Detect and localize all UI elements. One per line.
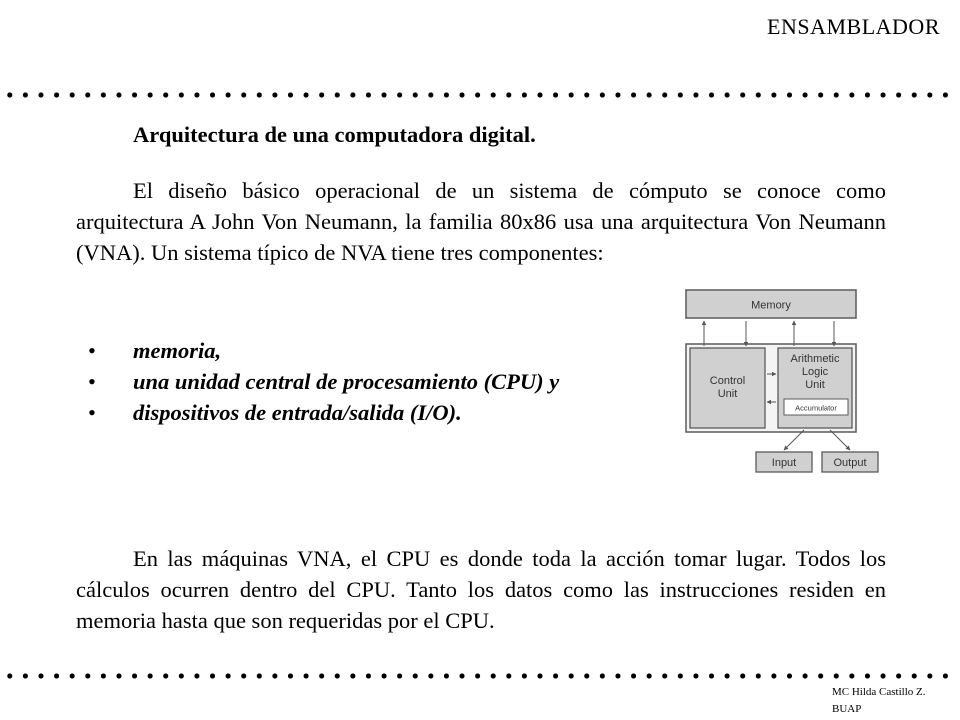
bottom-dotted-divider [2, 672, 958, 680]
list-item-memory [76, 335, 559, 366]
bullet-icon: • [88, 400, 96, 425]
top-dotted-divider [2, 91, 958, 99]
alu-label-line3: Unit [805, 379, 825, 391]
intro-paragraph: El diseño básico operacional de un sistema de cómputo se conoce como arquitectura A John Von Neumann, la familia 80x86 usa una arquitectura Von Neumann (VNA). Un sistema típico de NVA tiene tres componentes: [76, 178, 886, 265]
footer-author: MC Hilda Castillo Z. [832, 686, 926, 698]
arrow-alu-input [784, 430, 804, 450]
alu-label-line1: Arithmetic [790, 353, 840, 365]
control-unit-label-line1: Control [709, 375, 746, 387]
component-list [76, 335, 559, 428]
bullet-icon: • [88, 338, 96, 363]
accumulator-label: Accumulator [795, 403, 837, 413]
list-item-text: una unidad central de procesamiento (CPU) y [133, 369, 560, 394]
arrow-alu-output [830, 430, 850, 450]
output-label: Output [833, 457, 867, 469]
list-item-text: dispositivos de entrada/salida (I/O). [133, 400, 462, 425]
slide-header-title: ENSAMBLADOR [767, 14, 940, 39]
memory-label: Memory [751, 299, 791, 312]
bullet-icon: • [88, 369, 96, 394]
von-neumann-diagram [680, 286, 886, 478]
alu-label-line2: Logic [801, 366, 829, 378]
control-unit-label-line2: Unit [717, 388, 738, 400]
input-label: Input [771, 457, 797, 469]
footer-institution: BUAP [832, 703, 862, 715]
list-item-cpu [76, 366, 559, 397]
list-item-io [76, 397, 559, 428]
footer-credit [832, 684, 926, 718]
list-item-text: memoria, [133, 338, 222, 363]
section-heading: Arquitectura de una computadora digital. [133, 122, 536, 147]
closing-paragraph: En las máquinas VNA, el CPU es donde toda la acción tomar lugar. Todos los cálculos ocurren dentro del CPU. Tanto los datos como las instrucciones residen en memoria hasta que son requeridas por el CPU. [76, 546, 886, 633]
